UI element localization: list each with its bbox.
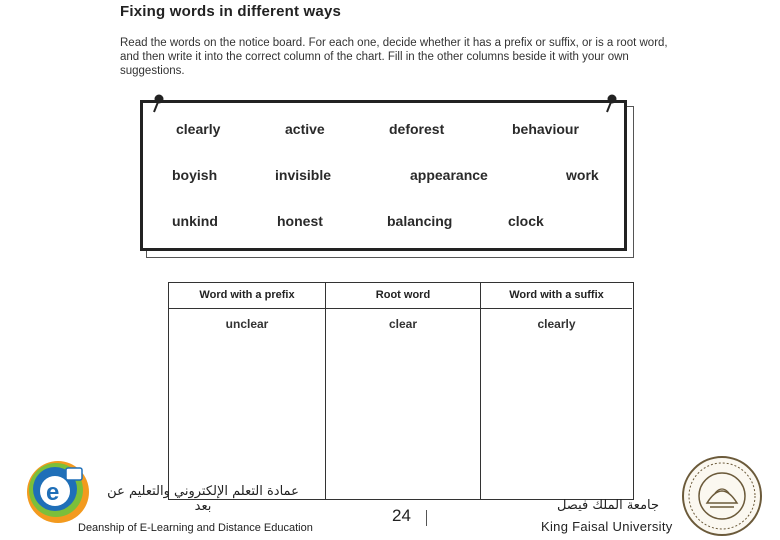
university-seal-icon: [680, 455, 764, 537]
board-word: clearly: [176, 121, 221, 137]
board-word: balancing: [387, 213, 453, 229]
board-word: boyish: [172, 167, 218, 183]
logo-letter: e: [46, 479, 60, 506]
chart-header: Word with a suffix: [481, 283, 632, 309]
chart-cell: clear: [388, 317, 418, 331]
pin-icon: [603, 94, 619, 114]
board-word: clock: [508, 213, 544, 229]
deanship-arabic: عمادة التعلم الإلكتروني والتعليم عن بعد: [107, 484, 299, 514]
chart-column-prefix: [169, 283, 326, 499]
chart-cell: clearly: [537, 317, 576, 331]
board-word: honest: [277, 213, 323, 229]
exercise-instructions: Read the words on the notice board. For each one, decide whether it has a prefix or suffix, or is a root word, and then write it into the correct column of the chart. Fill in the other columns beside it with your own suggestions.: [120, 37, 668, 77]
board-word: work: [566, 167, 599, 183]
board-word: invisible: [275, 167, 332, 183]
page-number: 24: [392, 506, 411, 525]
chart-header: Word with a prefix: [169, 283, 325, 309]
board-word: active: [285, 121, 325, 137]
chart-column-root: [326, 283, 481, 499]
pin-icon: [150, 94, 166, 114]
university-arabic: جامعة الملك فيصل: [556, 498, 660, 513]
board-word: deforest: [389, 121, 445, 137]
chart-column-suffix: [481, 283, 632, 499]
word-chart: [168, 282, 634, 500]
elearning-logo-icon: [22, 456, 92, 528]
deanship-english: Deanship of E-Learning and Distance Education: [78, 522, 313, 534]
chart-header: Root word: [326, 283, 480, 309]
board-word: unkind: [172, 213, 218, 229]
page-separator: [426, 510, 427, 526]
board-word: appearance: [410, 167, 488, 183]
exercise-title: Fixing words in different ways: [120, 3, 342, 20]
board-word: behaviour: [512, 121, 579, 137]
university-english: King Faisal University: [541, 519, 673, 534]
chart-cell: unclear: [225, 317, 269, 331]
notice-board: [140, 100, 627, 251]
